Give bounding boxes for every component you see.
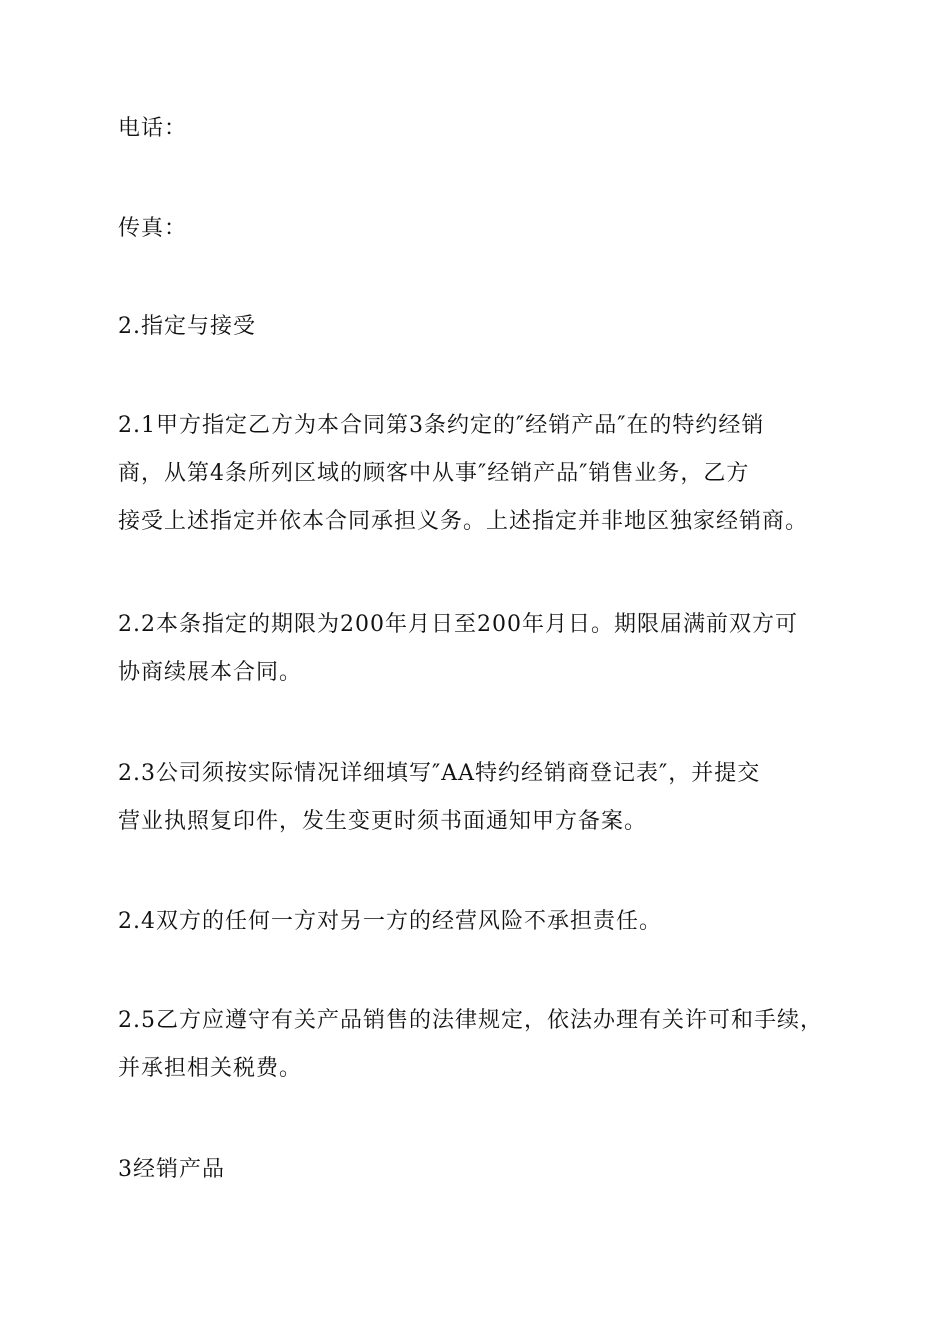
clause-2-4: 2.4双方的任何一方对另一方的经营风险不承担责任。 — [118, 909, 662, 934]
section-heading-3: 3经销产品 — [118, 1157, 225, 1182]
clause-2-3: 2.3公司须按实际情况详细填写″AA特约经销商登记表″，并提交 营业执照复印件，发生变更时须书面通知甲方备案。 — [118, 761, 761, 834]
phone-label: 电话： — [118, 116, 188, 141]
fax-label: 传真： — [118, 216, 188, 241]
clause-2-5: 2.5乙方应遵守有关产品销售的法律规定，依法办理有关许可和手续， 并承担相关税费。 — [118, 1008, 823, 1081]
section-heading-2: 2.指定与接受 — [118, 314, 256, 339]
clause-2-1: 2.1甲方指定乙方为本合同第3条约定的″经销产品″在的特约经销 商，从第4条所列区域的顾客中从事″经销产品″销售业务，乙方 接受上述指定并依本合同承担义务。上述指定并非地区独家经销商。 — [118, 413, 809, 534]
clause-2-2: 2.2本条指定的期限为200年月日至200年月日。期限届满前双方可 协商续展本合同。 — [118, 612, 798, 685]
